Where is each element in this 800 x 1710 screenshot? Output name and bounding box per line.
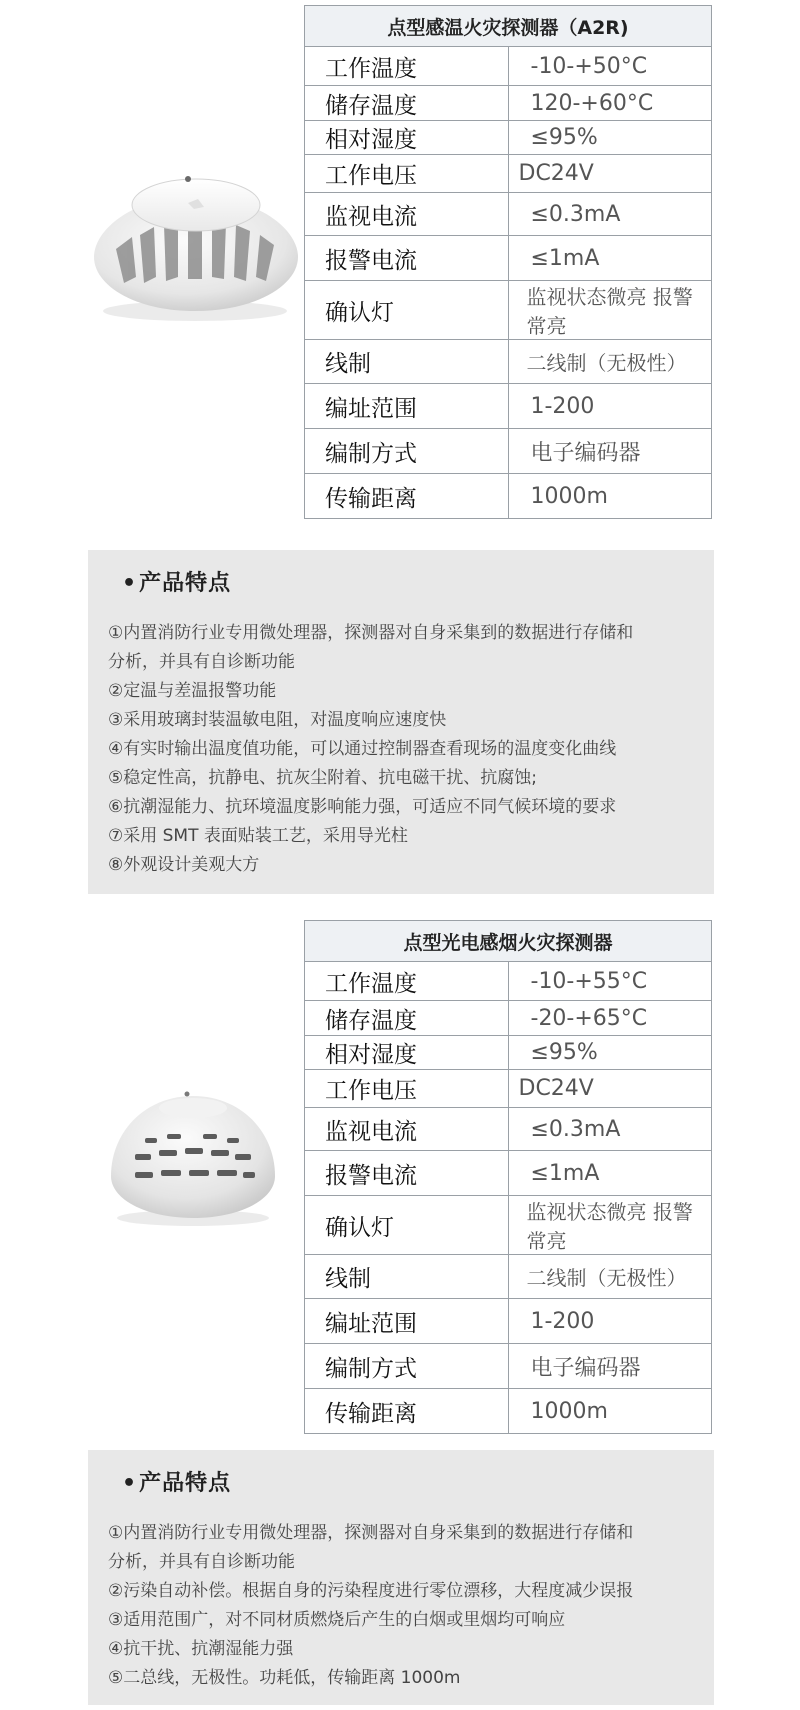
spec-row: [305, 340, 712, 384]
spec-row: [305, 1344, 712, 1389]
spec-label: 工作电压: [305, 155, 509, 193]
spec-label: 传输距离: [305, 474, 509, 519]
spec-row: [305, 1389, 712, 1434]
feature-line: ④抗干扰、抗潮湿能力强: [108, 1639, 294, 1659]
feature-line: ③适用范围广，对不同材质燃烧后产生的白烟或里烟均可响应: [108, 1610, 566, 1630]
spec-value: 二线制（无极性）: [508, 1255, 712, 1299]
spec-table-title: 点型感温火灾探测器（A2R): [305, 6, 712, 47]
spec-value: 120-+60°C: [508, 86, 712, 121]
spec-label: 相对湿度: [305, 121, 509, 155]
feature-line: ②污染自动补偿。根据自身的污染程度进行零位漂移，大程度减少误报: [108, 1581, 634, 1601]
spec-row: [305, 1196, 712, 1255]
spec-row: [305, 1001, 712, 1036]
spec-value: 电子编码器: [508, 429, 712, 474]
smoke-detector-image: [105, 1080, 281, 1230]
spec-row: [305, 474, 712, 519]
spec-label: 储存温度: [305, 86, 509, 121]
spec-row: [305, 1070, 712, 1108]
spec-value: ≤95%: [508, 1036, 712, 1070]
spec-label: 报警电流: [305, 1151, 509, 1196]
feature-line: ③采用玻璃封装温敏电阻，对温度响应速度快: [108, 710, 447, 730]
spec-row: [305, 429, 712, 474]
spec-value: DC24V: [508, 1070, 712, 1108]
spec-label: 编址范围: [305, 1299, 509, 1344]
spec-row: [305, 281, 712, 340]
spec-value: DC24V: [508, 155, 712, 193]
spec-value: 监视状态微亮 报警常亮: [508, 281, 712, 340]
feature-line: ④有实时输出温度值功能，可以通过控制器查看现场的温度变化曲线: [108, 739, 617, 759]
spec-row: [305, 236, 712, 281]
spec-label: 确认灯: [305, 281, 509, 340]
spec-label: 相对湿度: [305, 1036, 509, 1070]
features-heading: •产品特点: [122, 571, 232, 596]
spec-row: [305, 1255, 712, 1299]
feature-line: ⑤二总线，无极性。功耗低，传输距离 1000m: [108, 1668, 461, 1688]
spec-value: 电子编码器: [508, 1344, 712, 1389]
spec-row: [305, 962, 712, 1001]
spec-value: ≤0.3mA: [508, 1108, 712, 1151]
feature-line: 分析，并具有自诊断功能: [108, 1552, 295, 1572]
spec-value: -20-+65°C: [508, 1001, 712, 1036]
spec-label: 传输距离: [305, 1389, 509, 1434]
features-heading: •产品特点: [122, 1471, 232, 1496]
feature-line: ②定温与差温报警功能: [108, 681, 277, 701]
spec-label: 工作电压: [305, 1070, 509, 1108]
spec-value: -10-+50°C: [508, 47, 712, 86]
spec-value: 1-200: [508, 1299, 712, 1344]
feature-line: ①内置消防行业专用微处理器，探测器对自身采集到的数据进行存储和: [108, 623, 634, 643]
spec-value: ≤1mA: [508, 236, 712, 281]
spec-label: 编制方式: [305, 429, 509, 474]
spec-label: 工作温度: [305, 962, 509, 1001]
heat-detector-spec-table: [304, 5, 712, 519]
smoke-detector-spec-table: [304, 920, 712, 1434]
spec-label: 线制: [305, 1255, 509, 1299]
spec-label: 确认灯: [305, 1196, 509, 1255]
spec-label: 线制: [305, 340, 509, 384]
features-title: 产品特点: [139, 1471, 232, 1496]
spec-row: [305, 86, 712, 121]
spec-row: [305, 1036, 712, 1070]
spec-table-title: 点型光电感烟火灾探测器: [305, 921, 712, 962]
spec-value: 1000m: [508, 1389, 712, 1434]
spec-value: 监视状态微亮 报警常亮: [508, 1196, 712, 1255]
spec-value: ≤0.3mA: [508, 193, 712, 236]
spec-value: ≤1mA: [508, 1151, 712, 1196]
spec-label: 储存温度: [305, 1001, 509, 1036]
feature-line: ⑤稳定性高，抗静电、抗灰尘附着、抗电磁干扰、抗腐蚀;: [108, 768, 537, 788]
spec-row: [305, 384, 712, 429]
spec-label: 监视电流: [305, 1108, 509, 1151]
spec-value: -10-+55°C: [508, 962, 712, 1001]
spec-row: [305, 47, 712, 86]
spec-row: [305, 121, 712, 155]
features-title: 产品特点: [139, 571, 232, 596]
smoke-detector-features: [88, 1450, 714, 1705]
spec-label: 报警电流: [305, 236, 509, 281]
spec-row: [305, 1108, 712, 1151]
spec-label: 监视电流: [305, 193, 509, 236]
spec-value: ≤95%: [508, 121, 712, 155]
spec-value: 二线制（无极性）: [508, 340, 712, 384]
feature-line: ⑧外观设计美观大方: [108, 855, 260, 875]
spec-value: 1-200: [508, 384, 712, 429]
heat-detector-features: [88, 550, 714, 894]
spec-label: 工作温度: [305, 47, 509, 86]
feature-line: 分析，并具有自诊断功能: [108, 652, 295, 672]
feature-line: ⑦采用 SMT 表面贴装工艺，采用导光柱: [108, 826, 408, 846]
spec-label: 编址范围: [305, 384, 509, 429]
heat-detector-image: [88, 165, 302, 325]
spec-value: 1000m: [508, 474, 712, 519]
spec-row: [305, 1151, 712, 1196]
spec-row: [305, 155, 712, 193]
spec-label: 编制方式: [305, 1344, 509, 1389]
spec-row: [305, 1299, 712, 1344]
feature-line: ①内置消防行业专用微处理器，探测器对自身采集到的数据进行存储和: [108, 1523, 634, 1543]
feature-line: ⑥抗潮湿能力、抗环境温度影响能力强，可适应不同气候环境的要求: [108, 797, 617, 817]
spec-row: [305, 193, 712, 236]
